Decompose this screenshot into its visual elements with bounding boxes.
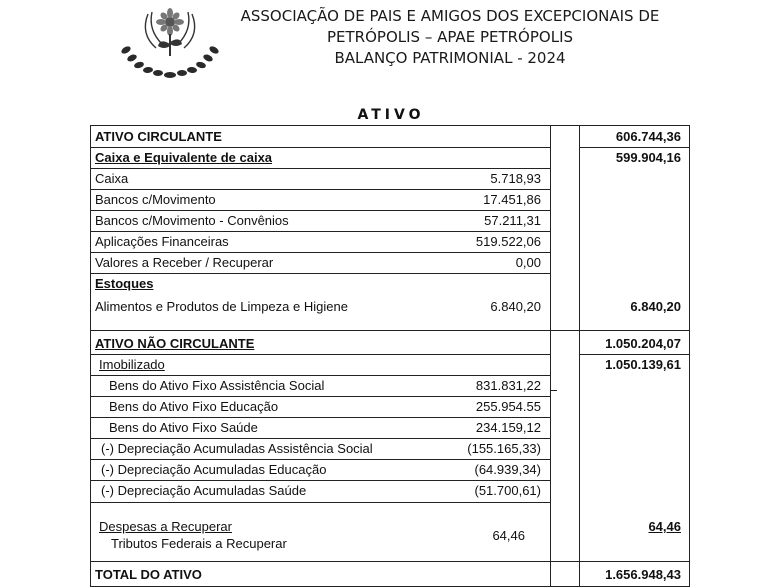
header-line-2: PETRÓPOLIS – APAE PETRÓPOLIS [326, 28, 574, 46]
table-row [91, 126, 689, 147]
balance-sheet-table [90, 125, 690, 587]
row-label: Estoques [95, 276, 154, 291]
row-label: Valores a Receber / Recuperar [95, 255, 274, 270]
row-label: TOTAL DO ATIVO [95, 567, 202, 582]
row-total: 64,46 [648, 519, 681, 534]
row-value: 255.954.55 [475, 399, 541, 414]
row-label: Bens do Ativo Fixo Assistência Social [109, 378, 325, 393]
row-label: (-) Depreciação Acumuladas Educação [101, 462, 327, 477]
row-label: Bancos c/Movimento - Convênios [95, 213, 289, 228]
row-total: 606.744,36 [615, 129, 681, 144]
row-total: 1.050.139,61 [605, 357, 681, 372]
row-label: ATIVO CIRCULANTE [95, 129, 222, 144]
row-label: Bens do Ativo Fixo Educação [109, 399, 279, 414]
row-value: (64.939,34) [474, 462, 541, 477]
document-header [200, 6, 700, 69]
table-row [91, 252, 689, 273]
row-label: Caixa [95, 171, 129, 186]
header-line-3: BALANÇO PATRIMONIAL - 2024 [334, 49, 566, 67]
table-row [91, 354, 689, 375]
row-label: Caixa e Equivalente de caixa [95, 150, 273, 165]
row-label: Aplicações Financeiras [95, 234, 229, 249]
row-value: (51.700,61) [474, 483, 541, 498]
row-total: 599.904,16 [615, 150, 681, 165]
section-title: ATIVO [357, 107, 425, 123]
row-label: (-) Depreciação Acumuladas Assistência Social [101, 441, 373, 456]
header-line-1: ASSOCIAÇÃO DE PAIS E AMIGOS DOS EXCEPCIONAIS DE [240, 7, 660, 25]
row-total: 6.840,20 [630, 299, 681, 314]
table-row [91, 333, 689, 354]
table-row [91, 168, 689, 189]
row-value: 64,46 [492, 528, 525, 543]
row-value: 234.159,12 [475, 420, 541, 435]
table-row [91, 564, 689, 585]
table-row [91, 210, 689, 231]
row-label: Imobilizado [99, 357, 165, 372]
row-value: 0,00 [515, 255, 541, 270]
row-value: 57.211,31 [484, 213, 541, 228]
row-total: 1.656.948,43 [605, 567, 681, 582]
table-row [91, 480, 689, 501]
row-label: Despesas a Recuperar [99, 519, 232, 534]
row-label: Bancos c/Movimento [95, 192, 216, 207]
row-value: 5.718,93 [490, 171, 541, 186]
table-row [91, 459, 689, 480]
table-row [91, 273, 689, 294]
row-label: Alimentos e Produtos de Limpeza e Higiene [95, 299, 348, 314]
row-value: 519.522,06 [475, 234, 541, 249]
row-value: 6.840,20 [490, 299, 541, 314]
table-row [91, 525, 689, 546]
table-row [91, 438, 689, 459]
row-value: 831.831,22 [475, 378, 541, 393]
table-row [91, 147, 689, 168]
table-row [91, 189, 689, 210]
table-row [91, 296, 689, 317]
table-row [91, 375, 689, 396]
row-label: ATIVO NÃO CIRCULANTE [95, 336, 255, 351]
row-label: Bens do Ativo Fixo Saúde [109, 420, 258, 435]
row-total: 1.050.204,07 [605, 336, 681, 351]
row-value: 17.451,86 [483, 192, 541, 207]
table-row [91, 231, 689, 252]
table-row [91, 396, 689, 417]
row-label: (-) Depreciação Acumuladas Saúde [101, 483, 307, 498]
row-label: Tributos Federais a Recuperar [111, 536, 287, 551]
row-value: (155.165,33) [467, 441, 541, 456]
table-row [91, 417, 689, 438]
